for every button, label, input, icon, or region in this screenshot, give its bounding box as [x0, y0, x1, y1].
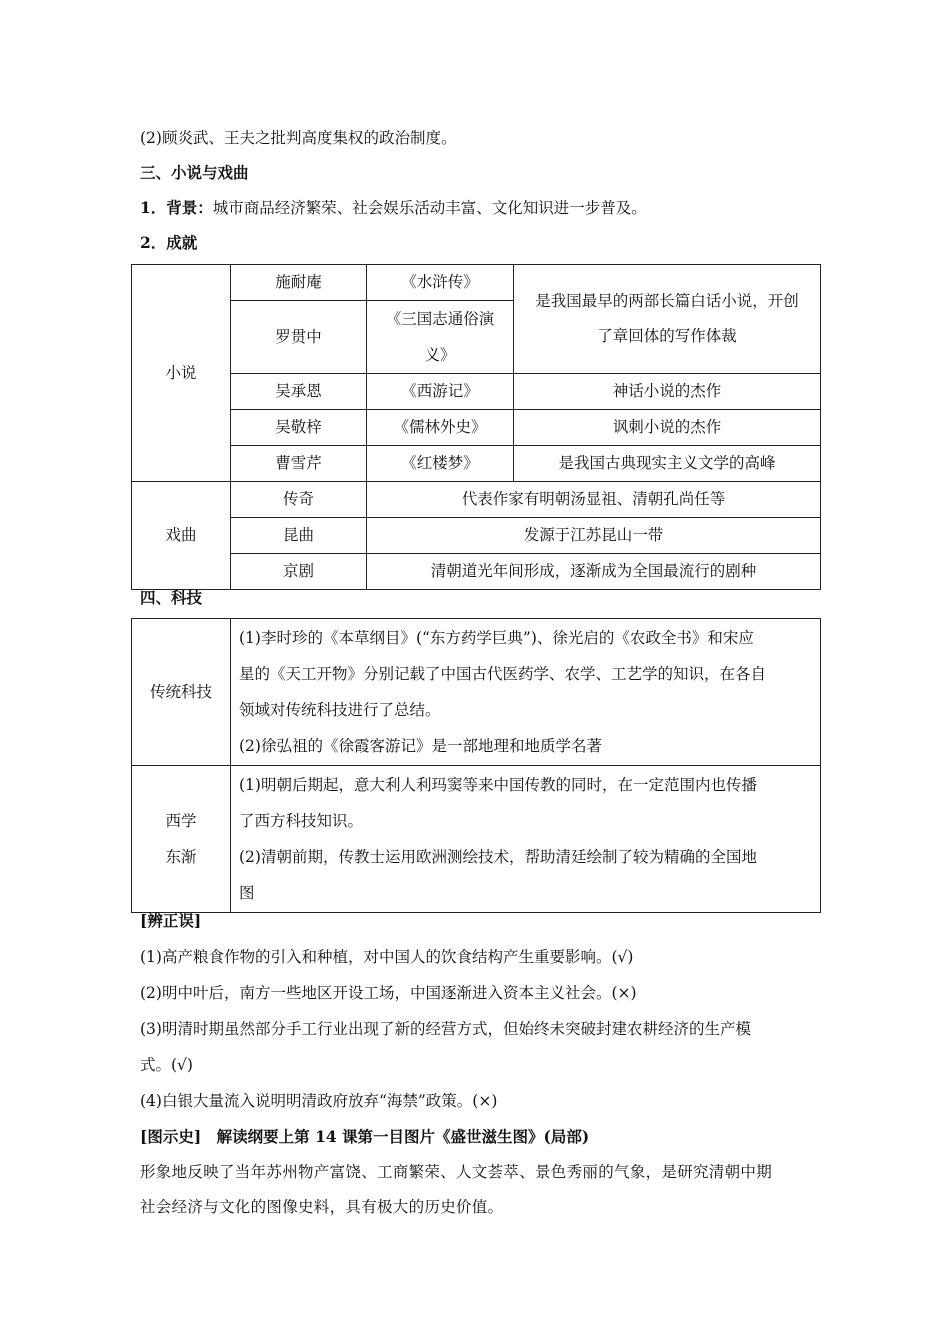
- correction-heading: [辨正误]: [140, 911, 202, 930]
- category-novel: 小说: [132, 265, 231, 482]
- table-row: [132, 518, 821, 554]
- content-line: (1)明朝后期起，意大利人利玛窦等来中国传教的同时，在一定范围内也传播: [239, 776, 757, 794]
- table-row: [132, 446, 821, 482]
- correction-item: (3)明清时期虽然部分手工行业出现了新的经营方式，但始终未突破封建农耕经济的生产模: [140, 1020, 751, 1038]
- content-line: 领域对传统科技进行了总结。: [239, 701, 441, 719]
- background-line: [140, 197, 647, 219]
- author-cell: 曹雪芹: [231, 446, 367, 482]
- note-cell: 神话小说的杰作: [514, 374, 821, 410]
- shared-note-cell: [514, 265, 821, 374]
- row-label: 传统科技: [132, 619, 231, 766]
- drama-desc-cell: 代表作家有明朝汤显祖、清朝孔尚任等: [367, 482, 821, 518]
- drama-type-cell: 传奇: [231, 482, 367, 518]
- table-row: [132, 619, 821, 766]
- achievement-label: 2．成就: [140, 233, 198, 252]
- work-cell: 《儒林外史》: [367, 410, 514, 446]
- row-label: [132, 766, 231, 913]
- note-cell: 是我国古典现实主义文学的高峰: [514, 446, 821, 482]
- content-line: (2)清朝前期，传教士运用欧洲测绘技术，帮助清廷绘制了较为精确的全国地: [239, 848, 757, 866]
- work-cell: [367, 301, 514, 374]
- correction-item: (4)白银大量流入说明明清政府放弃“海禁”政策。(×): [140, 1092, 498, 1110]
- section3-heading: 三、小说与戏曲: [140, 163, 249, 182]
- row-content: [231, 619, 821, 766]
- novel-drama-table: [131, 264, 821, 590]
- author-cell: 吴承恩: [231, 374, 367, 410]
- work-line2: 义》: [424, 346, 456, 364]
- author-cell: 吴敬梓: [231, 410, 367, 446]
- work-cell: 《红楼梦》: [367, 446, 514, 482]
- content-line: 了西方科技知识。: [239, 812, 364, 830]
- work-line1: 《三国志通俗演: [385, 310, 495, 328]
- work-cell: 《西游记》: [367, 374, 514, 410]
- work-cell: 《水浒传》: [367, 265, 514, 301]
- row-label-line2: 东渐: [165, 848, 197, 866]
- section4-heading: 四、科技: [140, 588, 203, 607]
- content-line: 星的《天工开物》分别记载了中国古代医药学、农学、工艺学的知识，在各自: [239, 665, 767, 683]
- content-line: 图: [239, 884, 255, 902]
- table-row: [132, 554, 821, 590]
- science-table: [131, 618, 821, 913]
- shared-note-line2: 了章回体的写作体裁: [597, 327, 737, 345]
- correction-item: (1)高产粮食作物的引入和种植，对中国人的饮食结构产生重要影响。(√): [140, 948, 634, 966]
- table-row: [132, 482, 821, 518]
- shared-note-line1: 是我国最早的两部长篇白话小说，开创: [535, 292, 799, 310]
- picture-history-line: 社会经济与文化的图像史料，具有极大的历史价值。: [140, 1198, 504, 1216]
- category-drama: 戏曲: [132, 482, 231, 590]
- drama-type-cell: 京剧: [231, 554, 367, 590]
- picture-history-line: 形象地反映了当年苏州物产富饶、工商繁荣、人文荟萃、景色秀丽的气象，是研究清朝中期: [140, 1163, 773, 1181]
- drama-desc-cell: 发源于江苏昆山一带: [367, 518, 821, 554]
- correction-item: (2)明中叶后，南方一些地区开设工场，中国逐渐进入资本主义社会。(×): [140, 984, 637, 1002]
- table-row: [132, 766, 821, 913]
- table-row: [132, 265, 821, 301]
- drama-desc-cell: 清朝道光年间形成，逐渐成为全国最流行的剧种: [367, 554, 821, 590]
- intro-line: (2)顾炎武、王夫之批判高度集权的政治制度。: [140, 129, 457, 147]
- content-line: (2)徐弘祖的《徐霞客游记》是一部地理和地质学名著: [239, 737, 602, 755]
- content-line: (1)李时珍的《本草纲目》(“东方药学巨典”)、徐光启的《农政全书》和宋应: [239, 629, 754, 647]
- background-text: 城市商品经济繁荣、社会娱乐活动丰富、文化知识进一步普及。: [212, 199, 647, 217]
- author-cell: 施耐庵: [231, 265, 367, 301]
- background-label: 1．背景：: [140, 198, 213, 217]
- table-row: [132, 410, 821, 446]
- correction-item: 式。(√): [140, 1056, 193, 1074]
- picture-history-heading: [图示史] 解读纲要上第 14 课第一目图片《盛世滋生图》(局部): [140, 1127, 590, 1146]
- row-content: [231, 766, 821, 913]
- row-label-line1: 西学: [165, 812, 197, 830]
- note-cell: 讽刺小说的杰作: [514, 410, 821, 446]
- author-cell: 罗贯中: [231, 301, 367, 374]
- drama-type-cell: 昆曲: [231, 518, 367, 554]
- table-row: [132, 374, 821, 410]
